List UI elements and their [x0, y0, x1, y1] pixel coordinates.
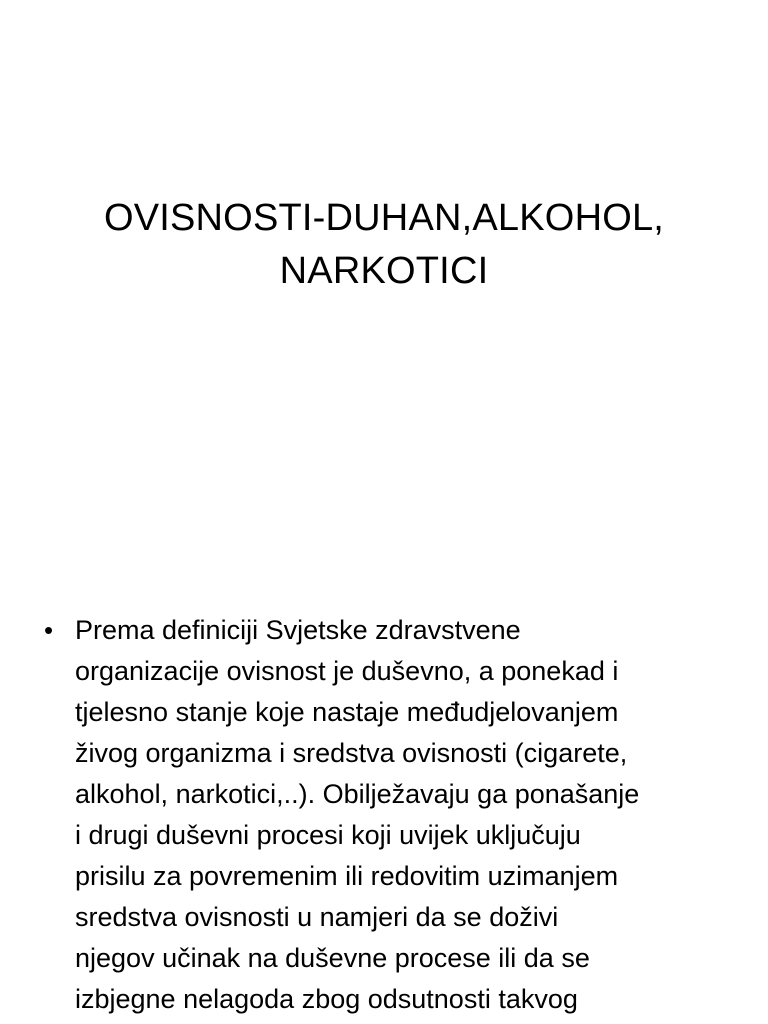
bullet-marker: • [44, 615, 54, 645]
body-line-7: prisilu za povremenim ili redovitim uzimanjem [75, 861, 619, 891]
body-line-8: sredstva ovisnosti u namjeri da se doživi [75, 902, 559, 932]
title-line-1: OVISNOSTI-DUHAN,ALKOHOL, [103, 197, 665, 239]
body-line-3: tjelesno stanje koje nastaje međudjelovanjem [75, 697, 619, 727]
slide-body [44, 610, 734, 1020]
bullet-item [44, 610, 734, 1020]
body-line-6: i drugi duševni procesi koji uvijek uključuju [75, 820, 581, 850]
body-line-1: Prema definiciji Svjetske zdravstvene [75, 615, 521, 645]
slide-title [40, 192, 728, 298]
body-line-5: alkohol, narkotici,..). Obilježavaju ga ponašanje [75, 779, 640, 809]
body-line-4: živog organizma i sredstva ovisnosti (cigarete, [75, 738, 628, 768]
body-line-9: njegov učinak na duševne procese ili da se [75, 943, 590, 973]
body-line-2: organizacije ovisnost je duševno, a ponekad i [75, 656, 619, 686]
body-line-10: izbjegne nelagoda zbog odsutnosti takvog [75, 984, 578, 1014]
title-line-2: NARKOTICI [279, 250, 489, 292]
